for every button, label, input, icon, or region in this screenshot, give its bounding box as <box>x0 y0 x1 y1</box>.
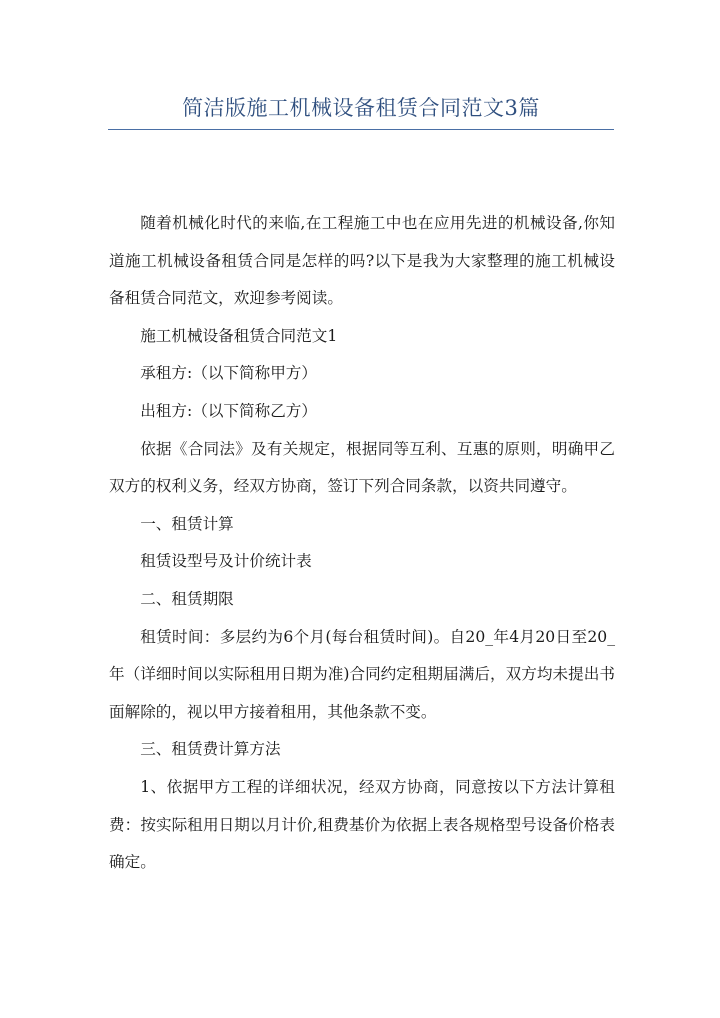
intro-paragraph: 随着机械化时代的来临,在工程施工中也在应用先进的机械设备,你知道施工机械设备租赁合同是怎样的吗?以下是我为大家整理的施工机械设备租赁合同范文，欢迎参考阅读。 <box>109 214 615 308</box>
document-body <box>109 205 615 882</box>
preamble-paragraph: 依据《合同法》及有关规定，根据同等互利、互惠的原则，明确甲乙双方的权利义务，经双方协商，签订下列合同条款，以资共同遵守。 <box>109 439 615 496</box>
clause-heading-3: 三、租赁费计算方法 <box>140 740 281 759</box>
clause-1-text: 租赁设型号及计价统计表 <box>140 552 312 571</box>
document-title: 简洁版施工机械设备租赁合同范文3篇 <box>182 96 540 120</box>
lessor-line: 出租方:（以下简称乙方） <box>140 401 317 420</box>
section-heading-contract-1: 施工机械设备租赁合同范文1 <box>140 326 338 345</box>
title-underline <box>108 129 614 130</box>
clause-3-item-1: 1、依据甲方工程的详细状况，经双方协商，同意按以下方法计算租费：按实际租用日期以月计价,租费基价为依据上表各规格型号设备价格表确定。 <box>109 777 615 872</box>
clause-2-text: 租赁时间：多层约为6个月(每台租赁时间)。自20_年4月20日至20_年（详细时间以实际租用日期为准)合同约定租期届满后，双方均未提出书面解除的，视以甲方接着租用，其他条款不变。 <box>109 627 615 721</box>
clause-heading-1: 一、租赁计算 <box>140 514 234 533</box>
clause-heading-2: 二、租赁期限 <box>140 589 234 608</box>
lessee-line: 承租方:（以下简称甲方） <box>140 364 317 383</box>
